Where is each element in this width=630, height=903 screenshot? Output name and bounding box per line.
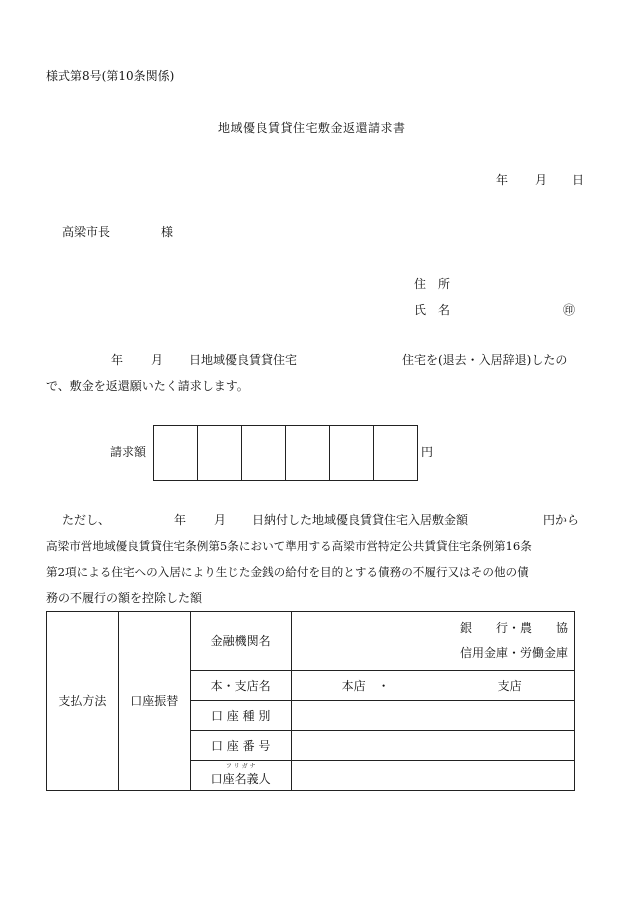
account-holder-label: 口座名義人	[210, 771, 271, 786]
institution-label: 金融機関名	[190, 612, 291, 671]
account-number-cell[interactable]	[291, 731, 574, 761]
request-amount-label: 請求額	[110, 445, 147, 459]
date-month: 月	[535, 173, 548, 187]
request-amount-unit: 円	[421, 445, 434, 459]
request-year: 年	[111, 353, 124, 367]
addressee-honorific: 様	[161, 225, 174, 239]
account-type-cell[interactable]	[291, 701, 574, 731]
proviso-year: 年	[174, 513, 187, 527]
branch-cell[interactable]	[291, 671, 574, 701]
request-month: 月	[151, 353, 164, 367]
proviso-yen-from: 円から	[543, 513, 580, 527]
account-type-label: 口 座 種 別	[190, 701, 291, 731]
amount-digit-box[interactable]	[285, 426, 329, 480]
request-line2: で、敷金を返還願いたく請求します。	[46, 379, 249, 393]
amount-digit-box[interactable]	[154, 426, 197, 480]
document-title: 地域優良賃貸住宅敷金返還請求書	[218, 121, 406, 135]
proviso-day-text: 日納付した地域優良賃貸住宅入居敷金額	[252, 513, 469, 527]
account-holder-ruby: フ リ ガ ナ	[225, 762, 256, 770]
branch-main: 本店 ・	[341, 678, 390, 693]
proviso-month: 月	[214, 513, 227, 527]
amount-digit-box[interactable]	[329, 426, 373, 480]
address-label: 住 所	[414, 277, 451, 291]
institution-cell[interactable]	[291, 612, 574, 671]
branch-sub: 支店	[497, 678, 522, 693]
institution-line1: 銀 行・農 協	[459, 621, 568, 635]
account-holder-cell[interactable]	[291, 761, 574, 791]
institution-line2: 信用金庫・労働金庫	[459, 646, 568, 660]
proviso-line2: 高梁市営地域優良賃貸住宅条例第5条において準用する高梁市営特定公共賃貸住宅条例第16条	[46, 539, 532, 553]
addressee-name: 高梁市長	[62, 225, 111, 239]
amount-digit-box[interactable]	[373, 426, 417, 480]
date-day: 日	[572, 173, 585, 187]
amount-digit-box[interactable]	[197, 426, 241, 480]
seal-mark: ㊞	[563, 303, 576, 317]
form-number: 様式第8号(第10条関係)	[46, 69, 175, 83]
payment-method-label: 支払方法	[47, 612, 119, 791]
payment-method-value: 口座振替	[118, 612, 190, 791]
account-holder-label-cell	[190, 761, 291, 791]
request-day-housing: 日地域優良賃貸住宅	[189, 353, 298, 367]
account-number-label: 口 座 番 号	[190, 731, 291, 761]
branch-label: 本・支店名	[190, 671, 291, 701]
date-year: 年	[496, 173, 509, 187]
name-label: 氏 名	[414, 303, 451, 317]
proviso-lead: ただし、	[62, 513, 111, 527]
proviso-line4: 務の不履行の額を控除した額	[46, 591, 203, 605]
request-action: 住宅を(退去・入居辞退)したの	[402, 353, 568, 367]
amount-digit-boxes[interactable]	[153, 425, 418, 481]
amount-digit-box[interactable]	[241, 426, 285, 480]
payment-table	[46, 611, 575, 791]
proviso-line3: 第2項による住宅への入居により生じた金銭の給付を目的とする債務の不履行又はその他の債	[46, 565, 529, 579]
